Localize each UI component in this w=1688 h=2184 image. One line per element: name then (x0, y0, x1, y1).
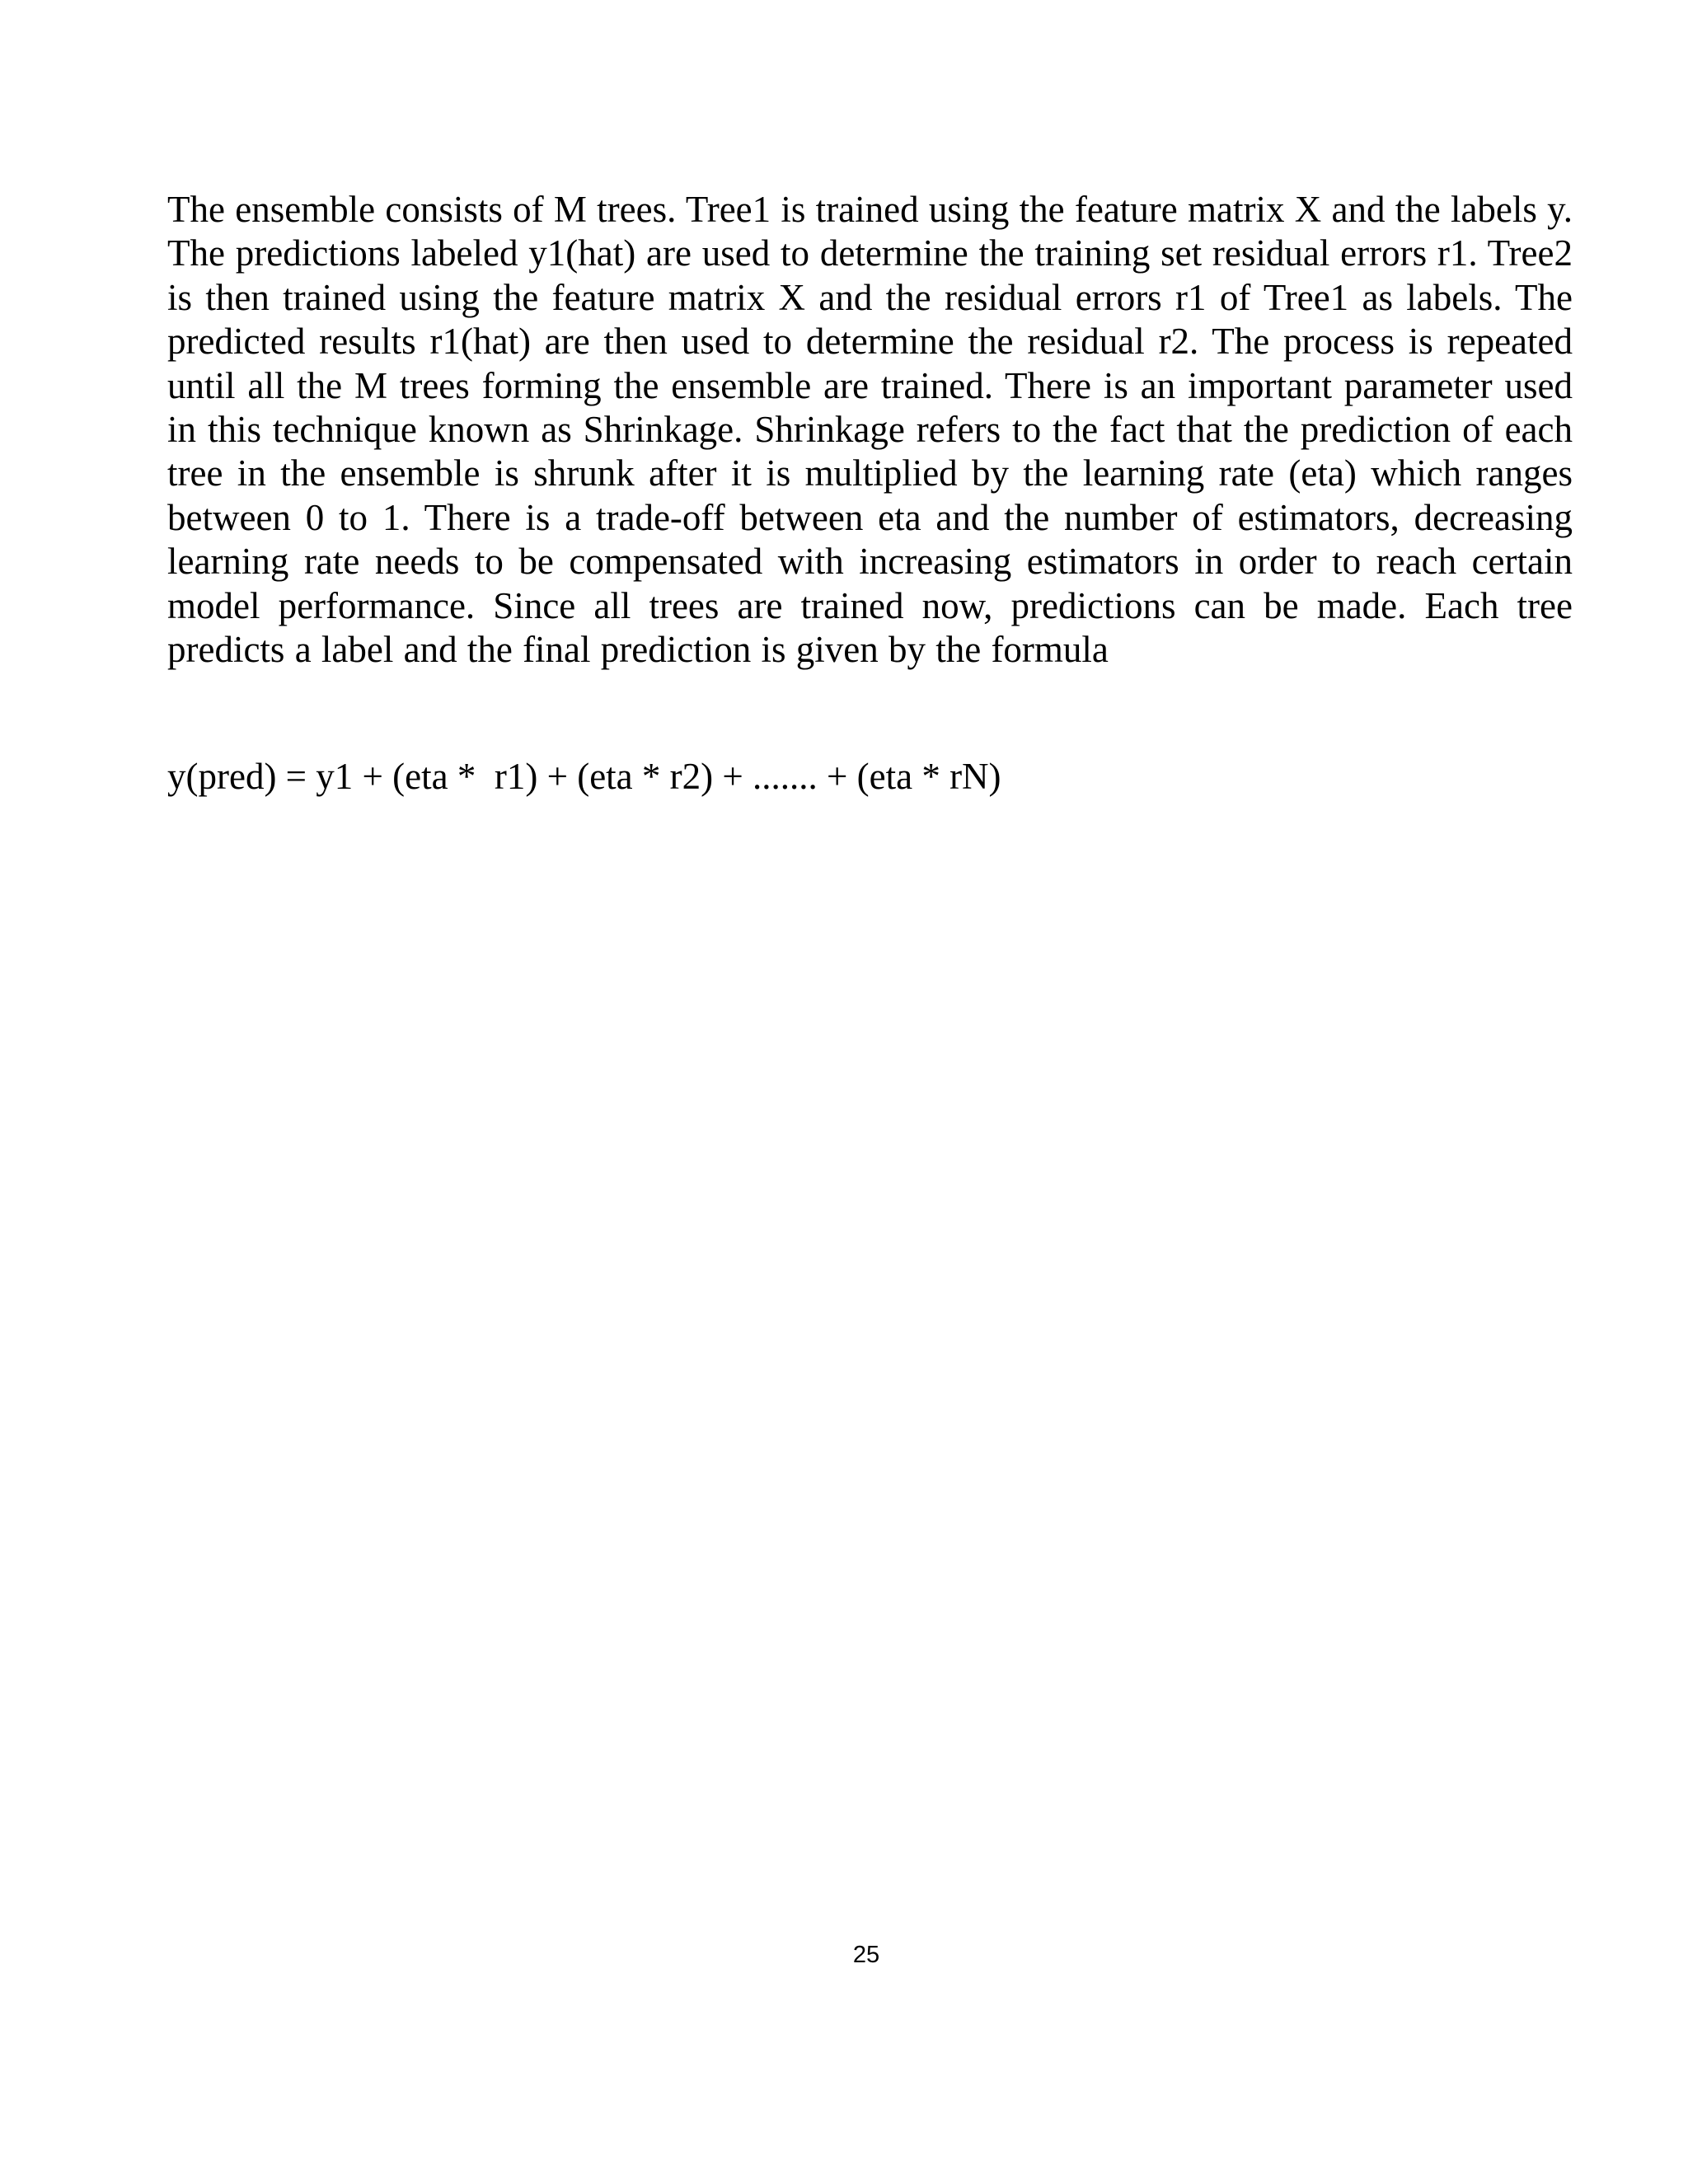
page-number: 25 (852, 1942, 880, 1968)
body-paragraph: The ensemble consists of M trees. Tree1 is trained using the feature matrix X and the labels y. The predictions labeled y1(hat) are used to determine the training set residual errors r1. Tree2 is then trained using the feature matrix X and the residual errors r1 of Tree1 as labels. The predicted results r1(hat) are then used to determine the residual r2. The process is repeated until all the M trees forming the ensemble are trained. There is an important parameter used in this technique known as Shrinkage. Shrinkage refers to the fact that the prediction of each tree in the ensemble is shrunk after it is multiplied by the learning rate (eta) which ranges between 0 to 1. There is a trade-off between eta and the number of estimators, decreasing learning rate needs to be compensated with increasing estimators in order to reach certain model performance. Since all trees are trained now, predictions can be made. Each tree predicts a label and the final prediction is given by the formula (167, 189, 1573, 671)
prediction-formula: y(pred) = y1 + (eta * r1) + (eta * r2) + ....... + (eta * rN) (167, 756, 1001, 797)
